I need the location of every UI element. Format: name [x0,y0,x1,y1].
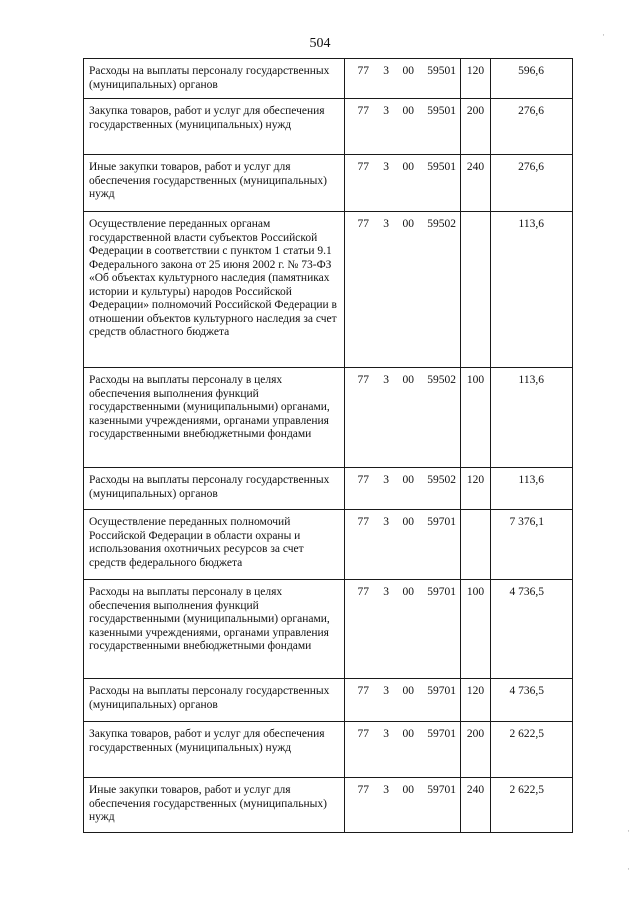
row-amount: 276,6 [491,99,573,155]
row-codes [345,679,461,722]
row-codes [345,59,461,99]
row-description: Иные закупки товаров, работ и услуг для обеспечения государственных (муниципальных) нужд [84,778,345,833]
scan-speck: · [602,30,605,40]
code-group: 00 [402,784,414,796]
code-subprogram: 3 [383,685,389,697]
code-direction: 59501 [427,105,456,117]
code-group: 00 [402,65,414,77]
row-amount: 276,6 [491,155,573,212]
row-amount: 596,6 [491,59,573,99]
row-codes [345,155,461,212]
row-expense-type: 200 [461,722,491,778]
row-description: Расходы на выплаты персоналу в целях обеспечения выполнения функций государственными (муниципальными) органами, казенными учреждениями, органами управления государственными внебюджетными фондами [84,580,345,679]
table-row [84,468,573,510]
code-group: 00 [402,474,414,486]
code-group: 00 [402,161,414,173]
code-group: 00 [402,728,414,740]
table-row [84,679,573,722]
code-direction: 59502 [427,474,456,486]
row-expense-type: 100 [461,368,491,468]
row-codes [345,212,461,368]
code-direction: 59502 [427,374,456,386]
row-expense-type: 120 [461,468,491,510]
page-number: 504 [309,36,331,51]
code-subprogram: 3 [383,218,389,230]
code-program: 77 [357,784,369,796]
row-description: Осуществление переданных полномочий Российской Федерации в области охраны и использования охотничьих ресурсов за счет средств федерального бюджета [84,510,345,580]
code-direction: 59701 [427,516,456,528]
code-subprogram: 3 [383,784,389,796]
table-row [84,155,573,212]
code-subprogram: 3 [383,474,389,486]
table-row [84,368,573,468]
code-program: 77 [357,474,369,486]
row-amount: 113,6 [491,212,573,368]
table-row [84,99,573,155]
code-subprogram: 3 [383,516,389,528]
code-subprogram: 3 [383,161,389,173]
row-codes [345,510,461,580]
table-row [84,722,573,778]
code-program: 77 [357,728,369,740]
row-expense-type: 240 [461,778,491,833]
row-amount: 4 736,5 [491,679,573,722]
row-description: Закупка товаров, работ и услуг для обеспечения государственных (муниципальных) нужд [84,722,345,778]
row-description: Осуществление переданных органам государственной власти субъектов Российской Федерации в соответствии с пунктом 1 статьи 9.1 Федерального закона от 25 июня 2002 г. № 73-ФЗ «Об объектах культурного наследия (памятниках истории и культуры) народов Российской Федерации» полномочий Российской Федерации в отношении объектов культурного наследия за счет средств областного бюджета [84,212,345,368]
row-codes [345,368,461,468]
row-codes [345,468,461,510]
row-amount: 7 376,1 [491,510,573,580]
row-expense-type [461,212,491,368]
row-description: Расходы на выплаты персоналу в целях обеспечения выполнения функций государственными (муниципальными) органами, казенными учреждениями, органами управления государственными внебюджетными фондами [84,368,345,468]
row-amount: 2 622,5 [491,778,573,833]
row-description: Расходы на выплаты персоналу государственных (муниципальных) органов [84,679,345,722]
table-row [84,212,573,368]
row-description: Расходы на выплаты персоналу государственных (муниципальных) органов [84,59,345,99]
code-subprogram: 3 [383,374,389,386]
code-direction: 59701 [427,685,456,697]
code-group: 00 [402,586,414,598]
code-program: 77 [357,374,369,386]
code-direction: 59501 [427,65,456,77]
code-program: 77 [357,685,369,697]
row-amount: 113,6 [491,468,573,510]
row-codes [345,778,461,833]
code-group: 00 [402,218,414,230]
code-direction: 59701 [427,586,456,598]
code-subprogram: 3 [383,728,389,740]
row-description: Расходы на выплаты персоналу государственных (муниципальных) органов [84,468,345,510]
table-row [84,59,573,99]
code-program: 77 [357,516,369,528]
scan-speck: · [627,864,630,874]
code-group: 00 [402,374,414,386]
code-direction: 59501 [427,161,456,173]
code-program: 77 [357,105,369,117]
row-expense-type [461,510,491,580]
code-direction: 59502 [427,218,456,230]
code-subprogram: 3 [383,65,389,77]
code-group: 00 [402,105,414,117]
code-subprogram: 3 [383,105,389,117]
code-program: 77 [357,65,369,77]
scan-speck: · [627,826,630,836]
row-expense-type: 240 [461,155,491,212]
row-amount: 4 736,5 [491,580,573,679]
table-row [84,510,573,580]
row-expense-type: 200 [461,99,491,155]
table-row [84,778,573,833]
table-row [84,580,573,679]
code-direction: 59701 [427,728,456,740]
code-group: 00 [402,516,414,528]
row-amount: 2 622,5 [491,722,573,778]
row-codes [345,722,461,778]
code-program: 77 [357,218,369,230]
code-direction: 59701 [427,784,456,796]
row-expense-type: 100 [461,580,491,679]
row-codes [345,99,461,155]
row-expense-type: 120 [461,59,491,99]
row-expense-type: 120 [461,679,491,722]
code-group: 00 [402,685,414,697]
budget-table [83,58,573,833]
row-description: Закупка товаров, работ и услуг для обеспечения государственных (муниципальных) нужд [84,99,345,155]
code-program: 77 [357,161,369,173]
code-subprogram: 3 [383,586,389,598]
code-program: 77 [357,586,369,598]
row-description: Иные закупки товаров, работ и услуг для обеспечения государственных (муниципальных) нужд [84,155,345,212]
row-codes [345,580,461,679]
row-amount: 113,6 [491,368,573,468]
